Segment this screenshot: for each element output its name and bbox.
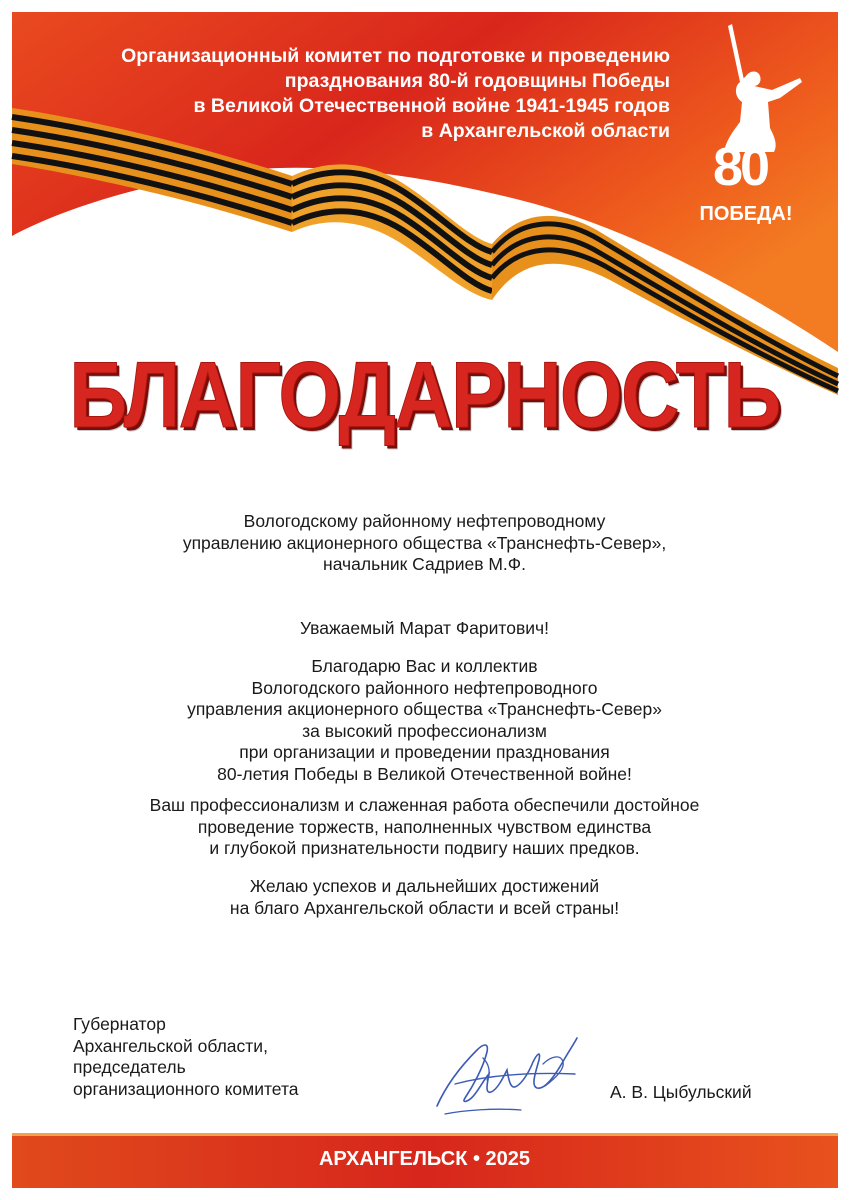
paragraph-line: и глубокой признательности подвигу наших предков. <box>209 838 640 858</box>
handwritten-signature <box>425 1028 595 1123</box>
professionalism-paragraph <box>40 795 809 860</box>
paragraph-line: проведение торжеств, наполненных чувством единства <box>197 816 652 837</box>
header-line: в Великой Отечественной войне 1941-1945 годов <box>193 95 670 117</box>
victory-word: ПОБЕДА! <box>699 203 793 225</box>
paragraph-line: при организации и проведении празднования <box>239 742 610 762</box>
greeting-line: Уважаемый Марат Фаритович! <box>300 618 549 638</box>
motherland-statue-icon <box>688 18 808 233</box>
anniversary-number: 80 <box>712 137 768 197</box>
addressee-line: начальник Садриев М.Ф. <box>323 554 526 574</box>
addressee-line: Вологодскому районному нефтепроводному <box>243 511 606 531</box>
paragraph-line: Ваш профессионализм и слаженная работа обеспечили достойное <box>149 795 700 815</box>
signer-title-line: Архангельской области, <box>73 1035 268 1056</box>
paragraph-line: на благо Архангельской области и всей страны! <box>229 897 620 918</box>
paragraph-line: Вологодского районного нефтепроводного <box>251 677 598 698</box>
document-title: БЛАГОДАРНОСТЬ <box>69 342 780 447</box>
addressee-line: управлению акционерного общества «Транснефть-Север», <box>182 532 667 553</box>
paragraph-line: Желаю успехов и дальнейших достижений <box>249 876 600 896</box>
wishes-paragraph <box>40 876 809 919</box>
paragraph-line: управления акционерного общества «Транснефть-Север» <box>187 699 662 719</box>
signer-title-line: Губернатор <box>73 1014 166 1034</box>
header-line: празднования 80-й годовщины Победы <box>284 70 670 92</box>
footer-city-year: АРХАНГЕЛЬСК • 2025 <box>318 1148 531 1170</box>
paragraph-line: за высокий профессионализм <box>302 720 547 741</box>
organizing-committee-header <box>40 44 670 144</box>
header-line: Организационный комитет по подготовке и проведению <box>121 45 670 67</box>
greeting <box>40 618 809 640</box>
paragraph-line: Благодарю Вас и коллектив <box>311 656 538 676</box>
signer-name: А. В. Цыбульский <box>610 1082 752 1102</box>
header-line: в Архангельской области <box>421 120 670 142</box>
signer-title-line: организационного комитета <box>73 1078 299 1099</box>
paragraph-line: 80-летия Победы в Великой Отечественной войне! <box>217 763 632 784</box>
signer-title-line: председатель <box>73 1057 186 1077</box>
gratitude-paragraph <box>40 656 809 785</box>
addressee <box>40 511 809 576</box>
signer-title <box>73 1014 403 1100</box>
